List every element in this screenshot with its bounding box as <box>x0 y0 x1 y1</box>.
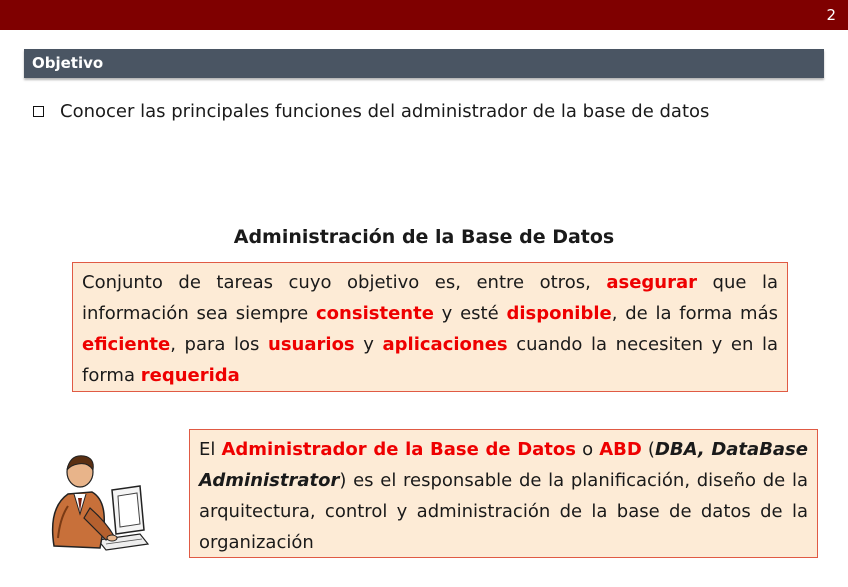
definition-text: cuando la necesiten y en la forma <box>82 334 778 386</box>
page-number: 2 <box>826 6 836 24</box>
keyword: consistente <box>316 303 434 324</box>
section-title: Objetivo <box>32 54 104 72</box>
content-heading: Administración de la Base de Datos <box>233 226 615 248</box>
definition-text: y esté <box>433 303 507 324</box>
dba-english-term: DBA, DataBase Administrator <box>199 439 808 491</box>
keyword: asegurar <box>606 272 697 293</box>
dba-text: ) es el responsable de la planificación, diseño de la arquitectura, control y administración de la base de datos de la organización <box>199 470 808 553</box>
checkbox-icon <box>33 106 44 117</box>
dba-box <box>189 429 818 558</box>
keyword: usuarios <box>268 334 355 355</box>
keyword: requerida <box>140 365 240 386</box>
dba-text: o <box>575 439 600 460</box>
definition-text: que la información sea siempre <box>82 272 778 324</box>
definition-box <box>72 262 788 392</box>
definition-text: , de la forma más <box>611 303 778 324</box>
dba-text: ( <box>641 439 655 460</box>
top-bar <box>0 0 848 30</box>
section-header <box>24 49 824 78</box>
keyword: aplicaciones <box>382 334 508 355</box>
keyword: eficiente <box>82 334 171 355</box>
keyword: Administrador de la Base de Datos <box>221 439 576 460</box>
objective-bullet <box>33 101 709 122</box>
person-at-computer-icon <box>40 448 152 556</box>
objective-text: Conocer las principales funciones del administrador de la base de datos <box>60 101 710 122</box>
definition-text: y <box>354 334 383 355</box>
keyword: ABD <box>599 439 642 460</box>
definition-text: , para los <box>170 334 269 355</box>
dba-text: El <box>199 439 222 460</box>
keyword: disponible <box>506 303 612 324</box>
definition-text: Conjunto de tareas cuyo objetivo es, entre otros, <box>82 272 607 293</box>
